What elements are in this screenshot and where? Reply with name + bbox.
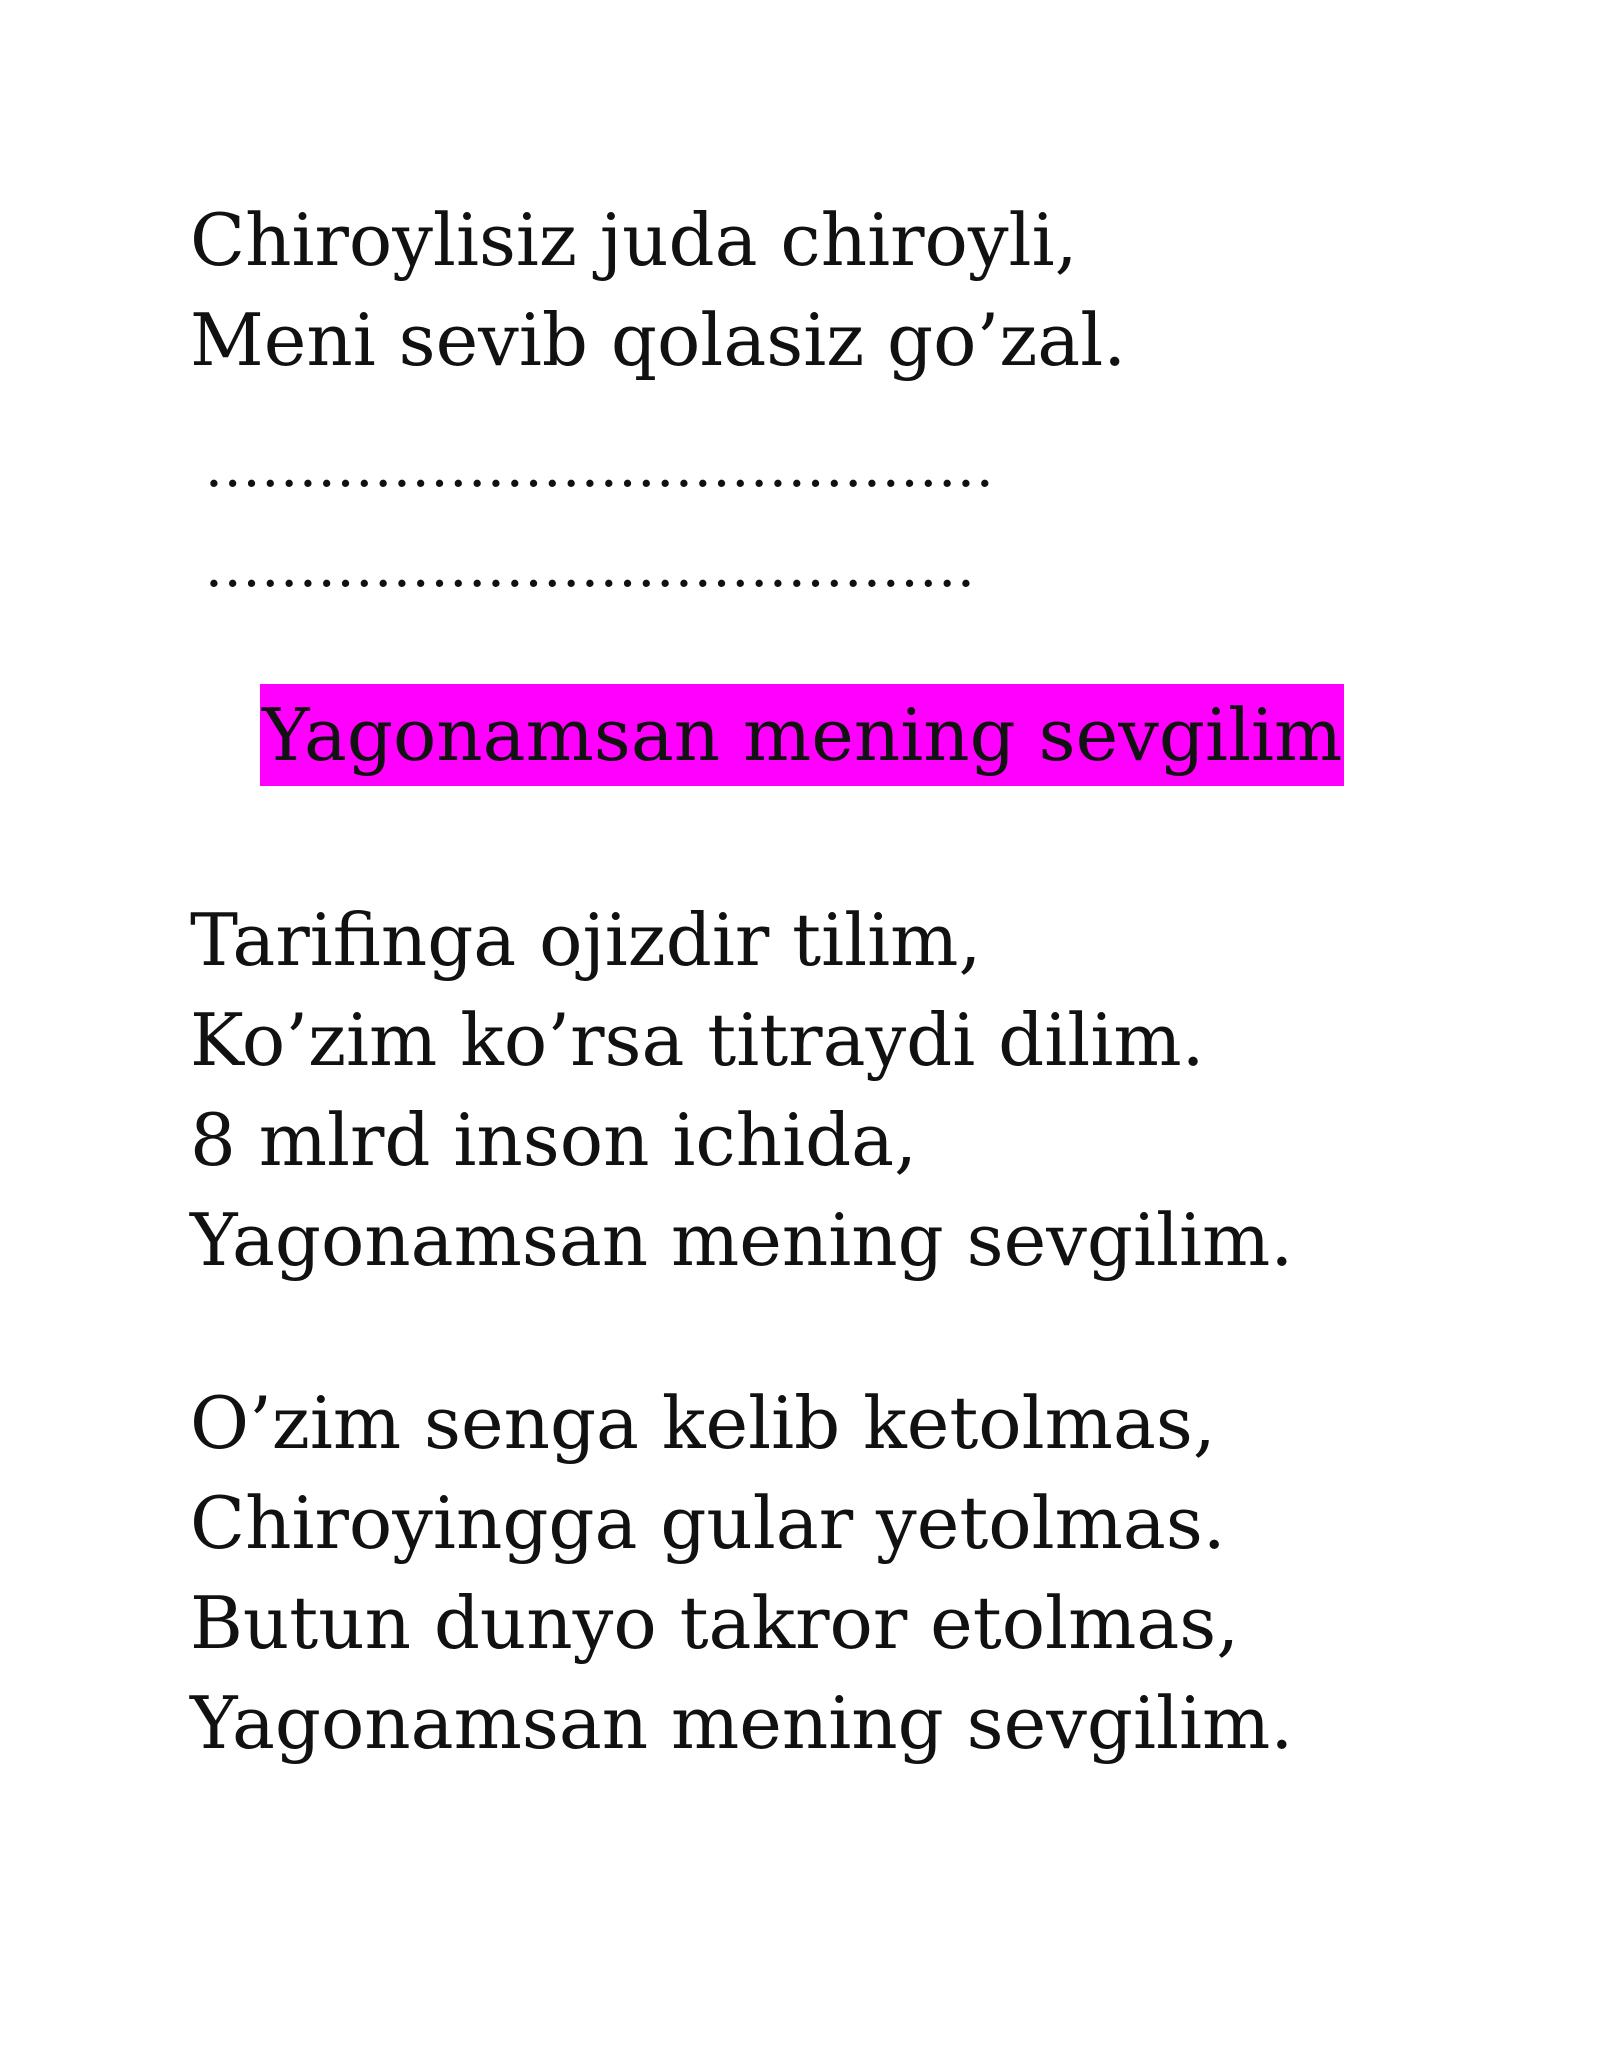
poem-line: Chiroyingga gular yetolmas. (190, 1481, 1226, 1565)
poem-line: Meni sevib qolasiz go’zal. (190, 298, 1127, 382)
poem-line: Yagonamsan mening sevgilim. (190, 1198, 1294, 1282)
poem-line: 8 mlrd inson ichida, (190, 1098, 917, 1182)
poem-line: Butun dunyo takror etolmas, (190, 1581, 1240, 1665)
ellipsis-block (205, 418, 995, 618)
poem-title: Yagonamsan mening sevgilim (262, 693, 1343, 777)
highlighted-title (260, 684, 1344, 786)
poem-line: Yagonamsan mening sevgilim. (190, 1681, 1294, 1765)
poem-line: Chiroylisiz juda chiroyli, (190, 198, 1078, 282)
stanza (190, 1373, 1293, 1773)
intro-stanza (190, 190, 1126, 390)
poem-line: Tarifinga ojizdir tilim, (190, 898, 982, 982)
dotted-line: ......................................... (205, 535, 976, 600)
stanza (190, 890, 1293, 1290)
poem-line: O’zim senga kelib ketolmas, (190, 1381, 1216, 1465)
poem-line: Ko’zim ko’rsa titraydi dilim. (190, 998, 1205, 1082)
dotted-line: .......................................... (205, 435, 995, 500)
